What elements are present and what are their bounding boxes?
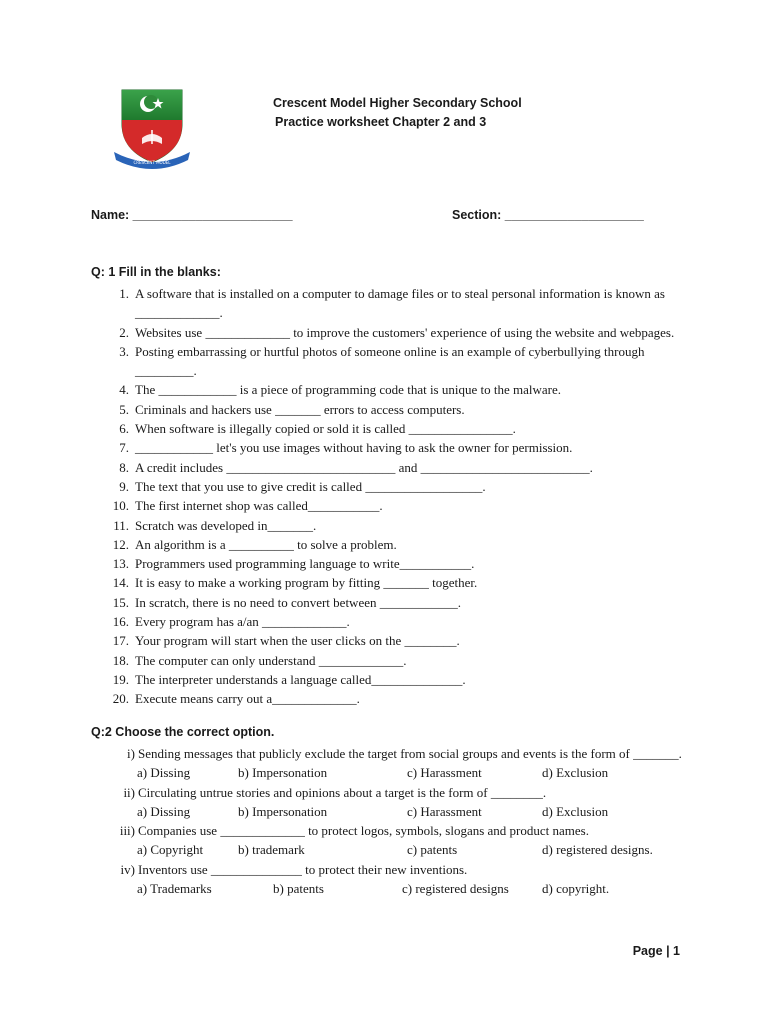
mcq-options bbox=[91, 802, 691, 821]
item-text: Execute means carry out a_____________. bbox=[135, 691, 360, 707]
item-number: 12. bbox=[112, 536, 129, 552]
list-item bbox=[91, 612, 681, 631]
item-text: The computer can only understand _____________. bbox=[135, 652, 407, 668]
option-a: a) Copyright bbox=[137, 842, 204, 858]
list-item bbox=[91, 323, 681, 342]
item-text: The ____________ is a piece of programming code that is unique to the malware. bbox=[135, 382, 561, 398]
option-d: d) Exclusion bbox=[542, 803, 609, 819]
item-number: 8. bbox=[119, 459, 129, 475]
list-item bbox=[91, 400, 681, 419]
list-item bbox=[91, 419, 681, 438]
q1-list bbox=[91, 284, 681, 709]
list-item bbox=[91, 438, 681, 457]
list-item bbox=[91, 651, 681, 670]
option-d: d) Exclusion bbox=[542, 765, 609, 781]
option-a: a) Dissing bbox=[137, 765, 191, 781]
list-item bbox=[91, 380, 681, 399]
item-number: 17. bbox=[112, 633, 129, 649]
question-number: iv) bbox=[120, 861, 135, 877]
option-a: a) Dissing bbox=[137, 803, 191, 819]
item-text: When software is illegally copied or sold it is called ________________. bbox=[135, 421, 516, 437]
item-number: 7. bbox=[119, 440, 129, 456]
item-number: 4. bbox=[119, 382, 129, 398]
list-item bbox=[91, 284, 681, 323]
list-item bbox=[91, 631, 681, 650]
item-text: The text that you use to give credit is called __________________. bbox=[135, 478, 486, 494]
item-number: 15. bbox=[112, 594, 129, 610]
item-number: 5. bbox=[119, 401, 129, 417]
item-text: Programmers used programming language to write___________. bbox=[135, 556, 475, 572]
list-item bbox=[91, 573, 681, 592]
item-number: 1. bbox=[119, 286, 129, 301]
item-text: Posting embarrassing or hurtful photos of someone online is an example of cyberbullying through _________. bbox=[135, 343, 645, 379]
item-text: Websites use _____________ to improve the customers' experience of using the website and webpages. bbox=[135, 324, 675, 340]
item-text: Scratch was developed in_______. bbox=[135, 517, 317, 533]
option-a: a) Trademarks bbox=[137, 881, 212, 897]
mcq-question bbox=[91, 860, 691, 879]
worksheet-subtitle: Practice worksheet Chapter 2 and 3 bbox=[275, 115, 487, 129]
list-item bbox=[91, 535, 681, 554]
option-c: c) patents bbox=[407, 842, 458, 858]
list-item bbox=[91, 670, 681, 689]
item-number: 11. bbox=[113, 517, 129, 533]
option-b: b) Impersonation bbox=[238, 803, 328, 819]
item-text: A credit includes __________________________ and __________________________. bbox=[135, 459, 593, 475]
list-item bbox=[91, 458, 681, 477]
document-header bbox=[273, 94, 593, 132]
q2-list bbox=[91, 744, 691, 898]
list-item bbox=[91, 477, 681, 496]
mcq-question bbox=[91, 821, 691, 840]
list-item bbox=[91, 496, 681, 515]
item-text: An algorithm is a __________ to solve a problem. bbox=[135, 536, 397, 552]
svg-text:CRESCENT MODEL: CRESCENT MODEL bbox=[133, 160, 171, 165]
question-text: Inventors use ______________ to protect their new inventions. bbox=[138, 861, 468, 877]
item-number: 9. bbox=[119, 478, 129, 494]
item-number: 19. bbox=[112, 671, 129, 687]
item-text: The interpreter understands a language called______________. bbox=[135, 671, 466, 687]
item-text: It is easy to make a working program by fitting _______ together. bbox=[135, 575, 478, 591]
list-item bbox=[91, 689, 681, 708]
list-item bbox=[91, 593, 681, 612]
section-field: Section: ____________________ bbox=[452, 208, 644, 222]
question-number: ii) bbox=[123, 784, 135, 800]
list-item bbox=[91, 516, 681, 535]
question-text: Circulating untrue stories and opinions about a target is the form of ________. bbox=[138, 784, 547, 800]
item-number: 2. bbox=[119, 324, 129, 340]
question-number: iii) bbox=[119, 823, 135, 839]
option-c: c) Harassment bbox=[407, 765, 482, 781]
item-text: Criminals and hackers use _______ errors to access computers. bbox=[135, 401, 465, 417]
item-number: 20. bbox=[112, 691, 129, 707]
name-field: Name: _______________________ bbox=[91, 208, 293, 222]
school-crest-icon bbox=[108, 80, 212, 176]
option-c: c) registered designs bbox=[402, 881, 509, 897]
item-number: 18. bbox=[112, 652, 129, 668]
item-number: 13. bbox=[112, 556, 129, 572]
mcq-options bbox=[91, 763, 691, 782]
item-text: ____________ let's you use images without having to ask the owner for permission. bbox=[135, 440, 573, 456]
item-text: A software that is installed on a computer to damage files or to steal personal information is known as _____________. bbox=[135, 286, 665, 321]
item-text: Every program has a/an _____________. bbox=[135, 614, 350, 630]
item-text: The first internet shop was called___________. bbox=[135, 498, 383, 514]
q2-heading: Q:2 Choose the correct option. bbox=[91, 725, 275, 739]
question-text: Sending messages that publicly exclude the target from social groups and events is the form of _______. bbox=[138, 746, 682, 761]
school-crest-logo bbox=[108, 80, 212, 176]
q1-heading: Q: 1 Fill in the blanks: bbox=[91, 265, 221, 279]
mcq-options bbox=[91, 840, 691, 859]
option-d: d) copyright. bbox=[542, 881, 610, 897]
list-item bbox=[91, 342, 681, 381]
item-number: 14. bbox=[112, 575, 129, 591]
list-item bbox=[91, 554, 681, 573]
question-number: i) bbox=[127, 746, 135, 761]
mcq-question bbox=[91, 783, 691, 802]
item-text: In scratch, there is no need to convert between ____________. bbox=[135, 594, 461, 610]
option-d: d) registered designs. bbox=[542, 842, 653, 858]
option-b: b) Impersonation bbox=[238, 765, 328, 781]
option-b: b) trademark bbox=[238, 842, 305, 858]
question-text: Companies use _____________ to protect logos, symbols, slogans and product names. bbox=[138, 823, 589, 839]
item-number: 10. bbox=[112, 498, 129, 514]
mcq-question bbox=[91, 744, 691, 763]
option-c: c) Harassment bbox=[407, 803, 482, 819]
page-number: Page | 1 bbox=[632, 944, 680, 958]
item-number: 3. bbox=[119, 343, 129, 359]
option-b: b) patents bbox=[273, 881, 324, 897]
item-number: 16. bbox=[112, 614, 129, 630]
item-text: Your program will start when the user clicks on the ________. bbox=[135, 633, 460, 649]
school-name: Crescent Model Higher Secondary School bbox=[273, 96, 522, 110]
item-number: 6. bbox=[119, 421, 129, 437]
mcq-options bbox=[91, 879, 691, 898]
